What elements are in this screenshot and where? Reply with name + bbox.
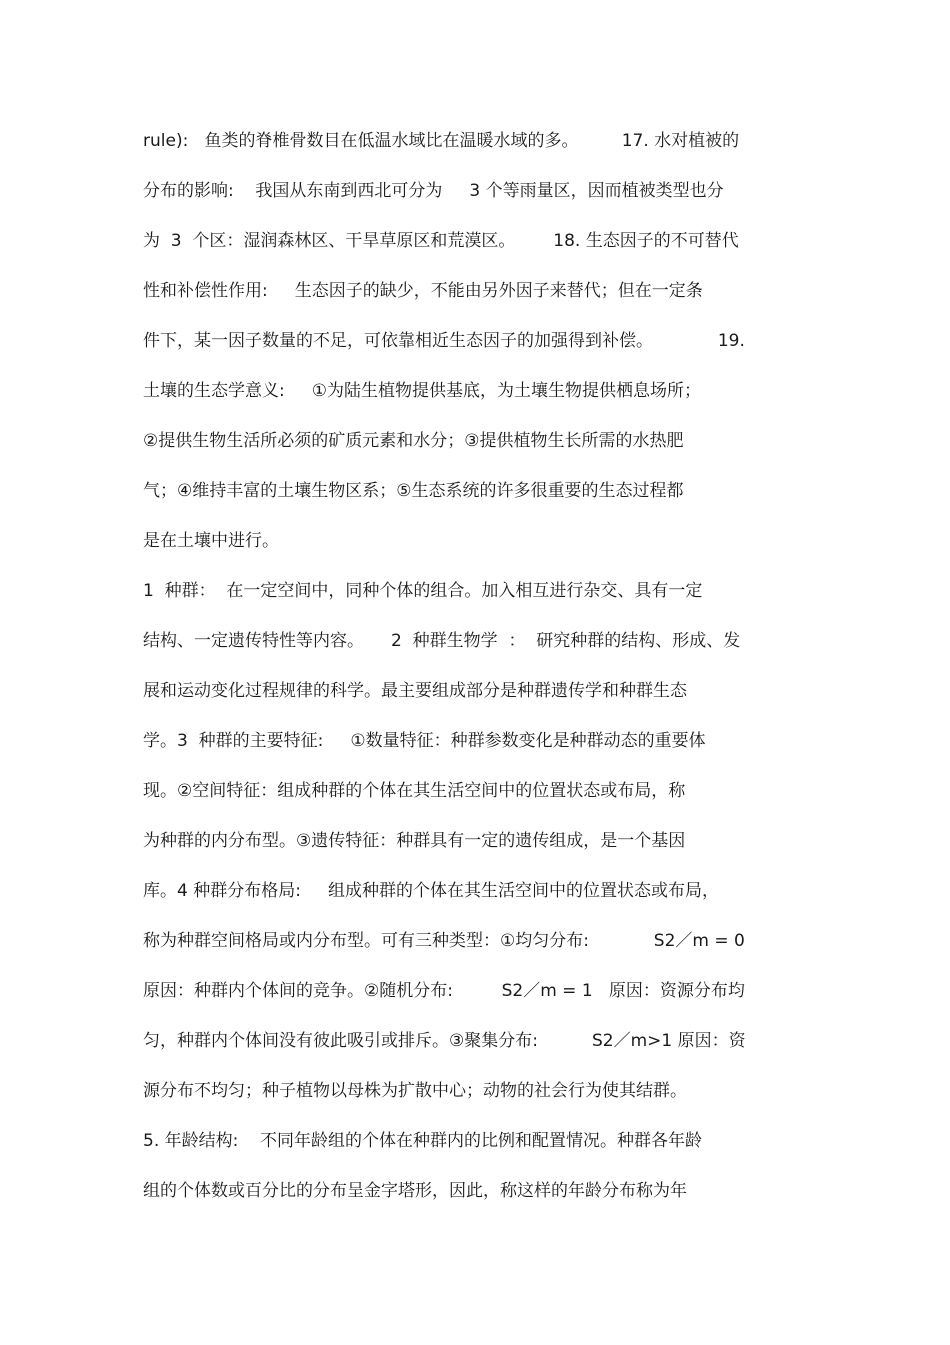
text-line: 库。4 种群分布格局: 组成种群的个体在其生活空间中的位置状态或布局，: [143, 881, 719, 901]
text-line: 展和运动变化过程规律的科学。最主要组成部分是种群遗传学和种群生态: [143, 681, 687, 701]
text-line: rule): 鱼类的脊椎骨数目在低温水域比在温暖水域的多。 17. 水对植被的: [143, 131, 740, 151]
text-line: 件下，某一因子数量的不足，可依靠相近生态因子的加强得到补偿。 19.: [143, 331, 745, 351]
text-line: 1 种群： 在一定空间中，同种个体的组合。加入相互进行杂交、具有一定: [143, 581, 703, 601]
text-line: 5. 年龄结构: 不同年龄组的个体在种群内的比例和配置情况。种群各年龄: [143, 1131, 702, 1151]
text-line: 原因：种群内个体间的竞争。②随机分布: S2／m = 1 原因：资源分布均: [143, 981, 745, 1001]
text-line: 组的个体数或百分比的分布呈金字塔形，因此，称这样的年龄分布称为年: [143, 1181, 687, 1201]
text-line: 性和补偿性作用: 生态因子的缺少，不能由另外因子来替代；但在一定条: [143, 281, 703, 301]
text-line: 气；④维持丰富的土壤生物区系；⑤生态系统的许多很重要的生态过程都: [143, 481, 684, 501]
text-line: 结构、一定遗传特性等内容。 2 种群生物学 ： 研究种群的结构、形成、发: [143, 631, 741, 651]
text-line: 分布的影响: 我国从东南到西北可分为 3 个等雨量区，因而植被类型也分: [143, 181, 724, 201]
text-line: 现。②空间特征：组成种群的个体在其生活空间中的位置状态或布局，称: [143, 781, 686, 801]
text-line: 源分布不均匀；种子植物以母株为扩散中心；动物的社会行为使其结群。: [143, 1081, 687, 1101]
text-line: 匀，种群内个体间没有彼此吸引或排斥。③聚集分布: S2／m>1 原因：资: [143, 1031, 746, 1051]
text-line: 为 3 个区：湿润森林区、干旱草原区和荒漠区。 18. 生态因子的不可替代: [143, 231, 739, 251]
text-line: 学。3 种群的主要特征: ①数量特征：种群参数变化是种群动态的重要体: [143, 731, 706, 751]
text-line: 是在土壤中进行。: [143, 531, 279, 551]
text-line: ②提供生物生活所必须的矿质元素和水分；③提供植物生长所需的水热肥: [143, 431, 684, 451]
text-line: 称为种群空间格局或内分布型。可有三种类型：①均匀分布: S2／m = 0: [143, 931, 745, 951]
text-line: 为种群的内分布型。③遗传特征：种群具有一定的遗传组成，是一个基因: [143, 831, 686, 851]
text-line: 土壤的生态学意义: ①为陆生植物提供基底，为土壤生物提供栖息场所；: [143, 381, 701, 401]
